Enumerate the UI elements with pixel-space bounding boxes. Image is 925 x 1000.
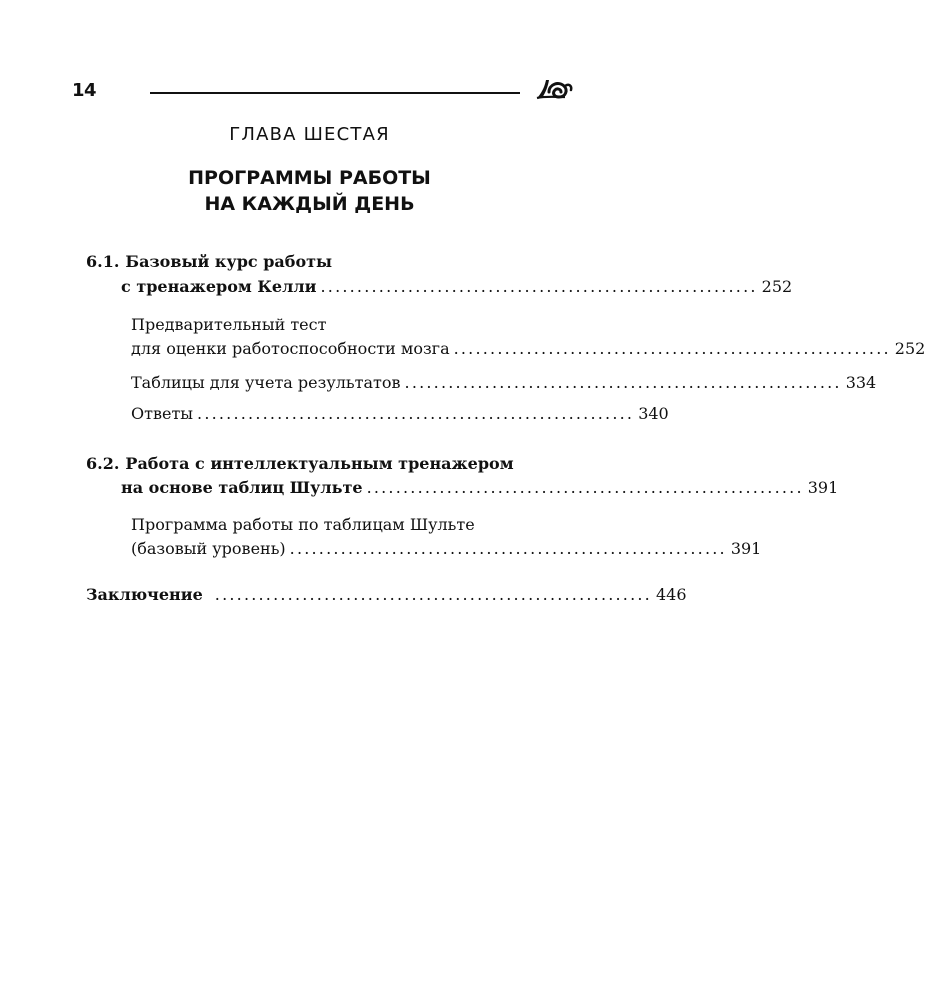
toc-entry-text: Таблицы для учета результатов xyxy=(131,373,401,392)
toc-subentry xyxy=(131,373,877,392)
toc-subentry-heading xyxy=(131,515,475,534)
toc-subentry xyxy=(131,539,762,558)
toc-entry-text: (базовый уровень) xyxy=(131,539,286,558)
toc-entry-text: для оценки работоспособности мозга xyxy=(131,339,450,358)
toc-leader-dots: ............................................................ xyxy=(197,404,635,423)
toc-page-number: 391 xyxy=(730,539,762,558)
toc-subentry xyxy=(131,404,669,423)
toc-entry-text: Программа работы по таблицам Шульте xyxy=(131,515,475,534)
toc-subentry-heading xyxy=(131,315,326,334)
toc-section-6-2-heading xyxy=(86,454,514,473)
toc-leader-dots: ............................................................ xyxy=(366,478,804,497)
page-number: 14 xyxy=(72,80,97,101)
toc-entry-text: Ответы xyxy=(131,404,194,423)
toc-leader-dots: ............................................................ xyxy=(453,339,891,358)
toc-page-number: 252 xyxy=(894,339,925,358)
toc-section-number: 6.2. xyxy=(86,454,120,473)
toc-leader-dots: ............................................................ xyxy=(320,277,758,296)
toc-entry-text: Работа с интеллектуальным тренажером xyxy=(125,454,514,473)
toc-entry-6-1 xyxy=(121,277,793,296)
toc-page-number: 334 xyxy=(845,373,877,392)
toc-leader-dots: ............................................................ xyxy=(214,585,652,604)
toc-leader-dots: ............................................................ xyxy=(289,539,727,558)
toc-section-number: 6.1. xyxy=(86,252,120,271)
toc-entry-text: Базовый курс работы xyxy=(125,252,333,271)
chapter-label: ГЛАВА ШЕСТАЯ xyxy=(229,124,390,145)
chapter-title-line: ПРОГРАММЫ РАБОТЫ xyxy=(188,167,431,189)
chapter-title-line: НА КАЖДЫЙ ДЕНЬ xyxy=(204,193,415,215)
toc-page-number: 252 xyxy=(761,277,793,296)
toc-page-number: 446 xyxy=(655,585,687,604)
toc-page-number: 391 xyxy=(807,478,839,497)
toc-entry-text: Предварительный тест xyxy=(131,315,327,334)
toc-subentry xyxy=(131,339,925,358)
toc-entry-6-2 xyxy=(121,478,839,497)
toc-entry-text: Заключение xyxy=(86,585,203,604)
toc-leader-dots: ............................................................ xyxy=(404,373,842,392)
toc-entry-conclusion xyxy=(86,585,687,604)
toc-section-6-1-heading xyxy=(86,252,332,271)
toc-page-number: 340 xyxy=(638,404,669,423)
toc-entry-text: на основе таблиц Шульте xyxy=(121,478,363,497)
toc-entry-text: с тренажером Келли xyxy=(121,277,317,296)
